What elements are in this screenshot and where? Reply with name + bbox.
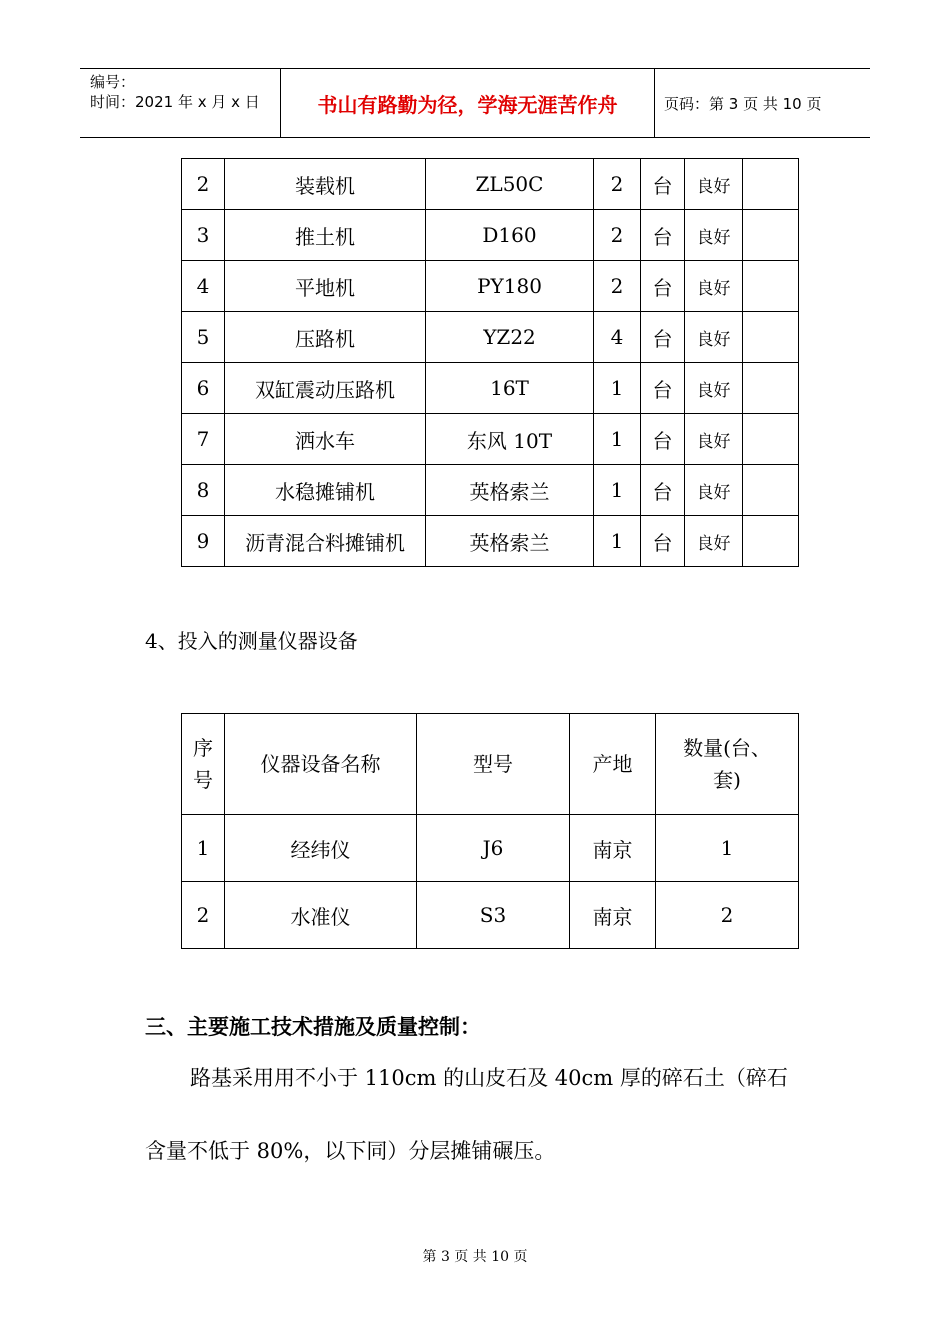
cell-no: 4 bbox=[182, 261, 225, 312]
cell-note bbox=[743, 312, 799, 363]
cell-model: D160 bbox=[426, 210, 594, 261]
table-row bbox=[182, 815, 799, 882]
cell-model: 东风 10T bbox=[426, 414, 594, 465]
header-origin: 产地 bbox=[570, 714, 656, 815]
cell-model: ZL50C bbox=[426, 159, 594, 210]
cell-name: 水稳摊铺机 bbox=[225, 465, 426, 516]
cell-name: 压路机 bbox=[225, 312, 426, 363]
cell-no: 2 bbox=[182, 159, 225, 210]
header-qty bbox=[656, 714, 799, 815]
cell-note bbox=[743, 516, 799, 567]
cell-name: 推土机 bbox=[225, 210, 426, 261]
cell-note bbox=[743, 465, 799, 516]
table-row bbox=[182, 210, 799, 261]
header-qty-line1: 数量(台、 bbox=[683, 736, 771, 760]
cell-qty: 1 bbox=[594, 465, 641, 516]
cell-unit: 台 bbox=[641, 210, 685, 261]
cell-unit: 台 bbox=[641, 414, 685, 465]
cell-status: 良好 bbox=[685, 516, 743, 567]
instrument-table bbox=[181, 713, 799, 949]
table-row bbox=[182, 882, 799, 949]
cell-origin: 南京 bbox=[570, 815, 656, 882]
cell-qty: 2 bbox=[656, 882, 799, 949]
section-4-title: 4、投入的测量仪器设备 bbox=[145, 629, 358, 653]
cell-no: 9 bbox=[182, 516, 225, 567]
cell-name: 双缸震动压路机 bbox=[225, 363, 426, 414]
cell-unit: 台 bbox=[641, 516, 685, 567]
cell-model: 16T bbox=[426, 363, 594, 414]
cell-model: S3 bbox=[417, 882, 570, 949]
header-name: 仪器设备名称 bbox=[225, 714, 417, 815]
cell-status: 良好 bbox=[685, 312, 743, 363]
table-row bbox=[182, 312, 799, 363]
cell-status: 良好 bbox=[685, 414, 743, 465]
cell-status: 良好 bbox=[685, 363, 743, 414]
cell-qty: 4 bbox=[594, 312, 641, 363]
cell-origin: 南京 bbox=[570, 882, 656, 949]
header-no bbox=[182, 714, 225, 815]
cell-model: PY180 bbox=[426, 261, 594, 312]
header-page-info: 页码：第 3 页 共 10 页 bbox=[664, 94, 822, 113]
cell-no: 1 bbox=[182, 815, 225, 882]
cell-model: 英格索兰 bbox=[426, 465, 594, 516]
cell-no: 5 bbox=[182, 312, 225, 363]
cell-name: 水准仪 bbox=[225, 882, 417, 949]
cell-status: 良好 bbox=[685, 210, 743, 261]
header-no-line2: 号 bbox=[193, 768, 213, 792]
cell-unit: 台 bbox=[641, 159, 685, 210]
cell-no: 3 bbox=[182, 210, 225, 261]
cell-note bbox=[743, 363, 799, 414]
page-footer: 第 3 页 共 10 页 bbox=[422, 1249, 528, 1265]
cell-no: 6 bbox=[182, 363, 225, 414]
equipment-table bbox=[181, 158, 799, 567]
cell-qty: 2 bbox=[594, 210, 641, 261]
cell-no: 8 bbox=[182, 465, 225, 516]
page-header bbox=[80, 68, 870, 138]
cell-status: 良好 bbox=[685, 261, 743, 312]
cell-qty: 2 bbox=[594, 261, 641, 312]
cell-name: 沥青混合料摊铺机 bbox=[225, 516, 426, 567]
table-row bbox=[182, 465, 799, 516]
header-number: 编号： bbox=[90, 73, 136, 91]
cell-unit: 台 bbox=[641, 312, 685, 363]
cell-note bbox=[743, 210, 799, 261]
header-model: 型号 bbox=[417, 714, 570, 815]
cell-no: 2 bbox=[182, 882, 225, 949]
cell-status: 良好 bbox=[685, 159, 743, 210]
table-row bbox=[182, 159, 799, 210]
cell-status: 良好 bbox=[685, 465, 743, 516]
cell-name: 经纬仪 bbox=[225, 815, 417, 882]
header-no-line1: 序 bbox=[193, 736, 213, 760]
cell-qty: 1 bbox=[656, 815, 799, 882]
table-row bbox=[182, 516, 799, 567]
cell-model: YZ22 bbox=[426, 312, 594, 363]
cell-qty: 1 bbox=[594, 414, 641, 465]
cell-model: J6 bbox=[417, 815, 570, 882]
cell-note bbox=[743, 159, 799, 210]
cell-unit: 台 bbox=[641, 363, 685, 414]
cell-qty: 2 bbox=[594, 159, 641, 210]
cell-unit: 台 bbox=[641, 465, 685, 516]
paragraph-line-1: 路基采用用不小于 110cm 的山皮石及 40cm 厚的碎石土（碎石 bbox=[190, 1066, 788, 1090]
table-row bbox=[182, 261, 799, 312]
header-motto: 书山有路勤为径，学海无涯苦作舟 bbox=[281, 69, 655, 137]
cell-no: 7 bbox=[182, 414, 225, 465]
cell-unit: 台 bbox=[641, 261, 685, 312]
header-meta bbox=[80, 69, 281, 137]
cell-note bbox=[743, 261, 799, 312]
cell-model: 英格索兰 bbox=[426, 516, 594, 567]
paragraph-line-2: 含量不低于 80%，以下同）分层摊铺碾压。 bbox=[145, 1139, 556, 1163]
table-row bbox=[182, 414, 799, 465]
cell-name: 平地机 bbox=[225, 261, 426, 312]
cell-name: 洒水车 bbox=[225, 414, 426, 465]
header-qty-line2: 套) bbox=[713, 768, 741, 792]
cell-qty: 1 bbox=[594, 516, 641, 567]
header-time: 时间：2021 年 x 月 x 日 bbox=[90, 93, 260, 111]
table-row bbox=[182, 363, 799, 414]
cell-qty: 1 bbox=[594, 363, 641, 414]
section-3-heading: 三、主要施工技术措施及质量控制： bbox=[145, 1015, 481, 1039]
cell-note bbox=[743, 414, 799, 465]
cell-name: 装载机 bbox=[225, 159, 426, 210]
table-header-row bbox=[182, 714, 799, 815]
